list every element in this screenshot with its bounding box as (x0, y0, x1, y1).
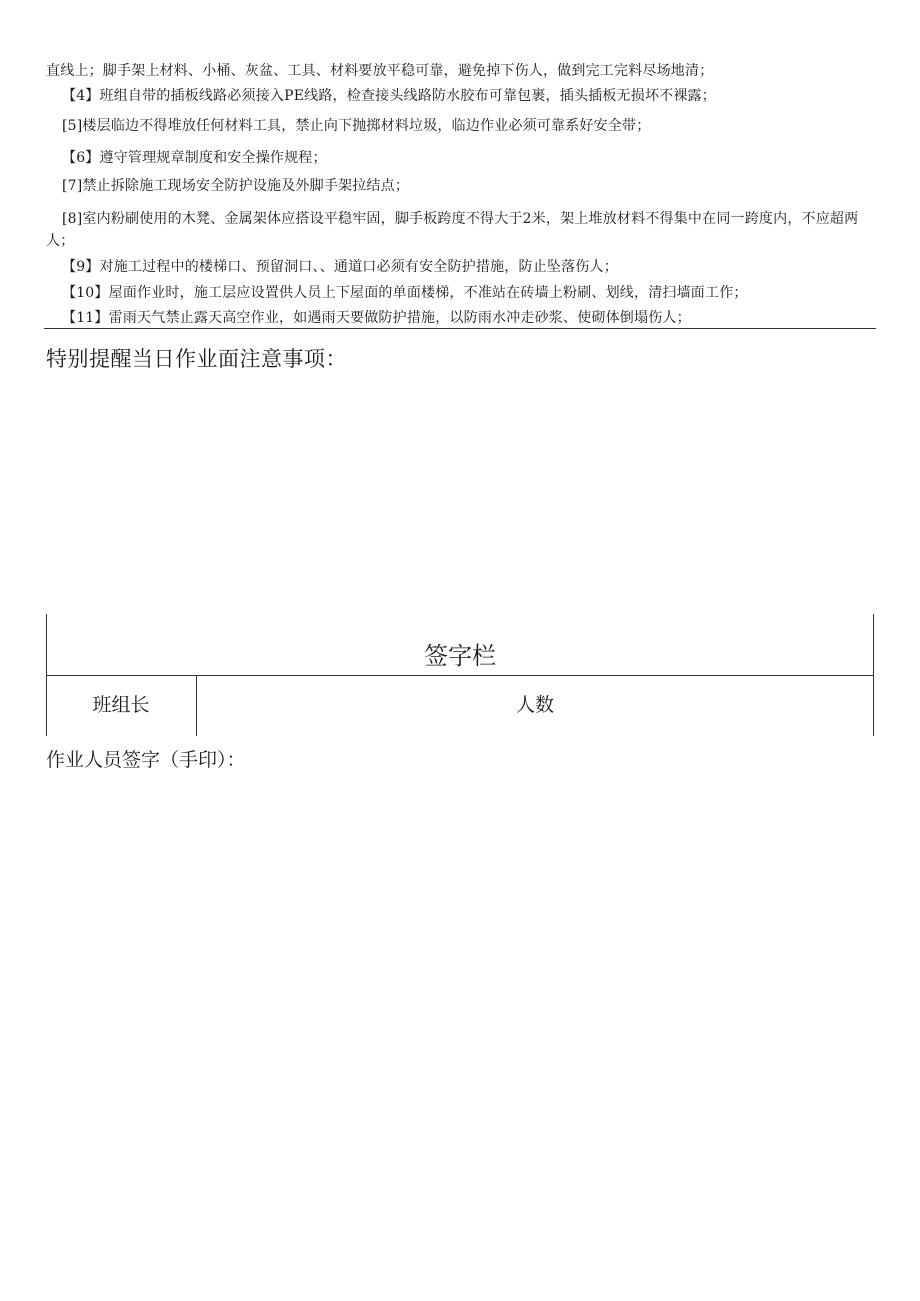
worker-signature-label: 作业人员签字（手印）： (46, 749, 246, 771)
signature-table-title: 签字栏 (424, 642, 496, 670)
rule-item: 【11】雷雨天气禁止露天高空作业，如遇雨天要做防护措施，以防雨水冲走砂浆、使砌体倒塌伤人； (62, 310, 691, 326)
rule-item: 【4】班组自带的插板线路必须接入PE线路，检查接头线路防水胶布可靠包裹，插头插板无损坏不裸露； (62, 88, 716, 104)
rule-item: [8]室内粉刷使用的木凳、金属架体应搭设平稳牢固，脚手板跨度不得大于2米，架上堆放材料不得集中在同一跨度内，不应超两人； (46, 211, 859, 249)
rule-item: 【9】对施工过程中的楼梯口、预留洞口、、通道口必须有安全防护措施，防止坠落伤人； (62, 259, 618, 275)
rule-item: 【10】屋面作业时，施工层应设置供人员上下屋面的单面楼梯，不准站在砖墙上粉刷、划线，清扫墙面工作； (62, 285, 748, 301)
rule-item: [7]禁止拆除施工现场安全防护设施及外脚手架拉结点； (62, 178, 410, 194)
rule-item: 直线上；脚手架上材料、小桶、灰盆、工具、材料要放平稳可靠，避免掉下伤人，做到完工完料尽场地清； (46, 63, 714, 79)
reminder-title: 特别提醒当日作业面注意事项： (46, 347, 347, 371)
headcount-label: 人数 (515, 694, 554, 716)
signature-table (46, 614, 874, 736)
team-leader-label: 班组长 (92, 694, 150, 716)
table-row-divider (46, 675, 874, 676)
section-divider (44, 328, 876, 329)
rule-item: 【6】遵守管理规章制度和安全操作规程； (62, 150, 327, 166)
rule-item: [5]楼层临边不得堆放任何材料工具，禁止向下抛掷材料垃圾，临边作业必须可靠系好安全带； (62, 118, 651, 134)
